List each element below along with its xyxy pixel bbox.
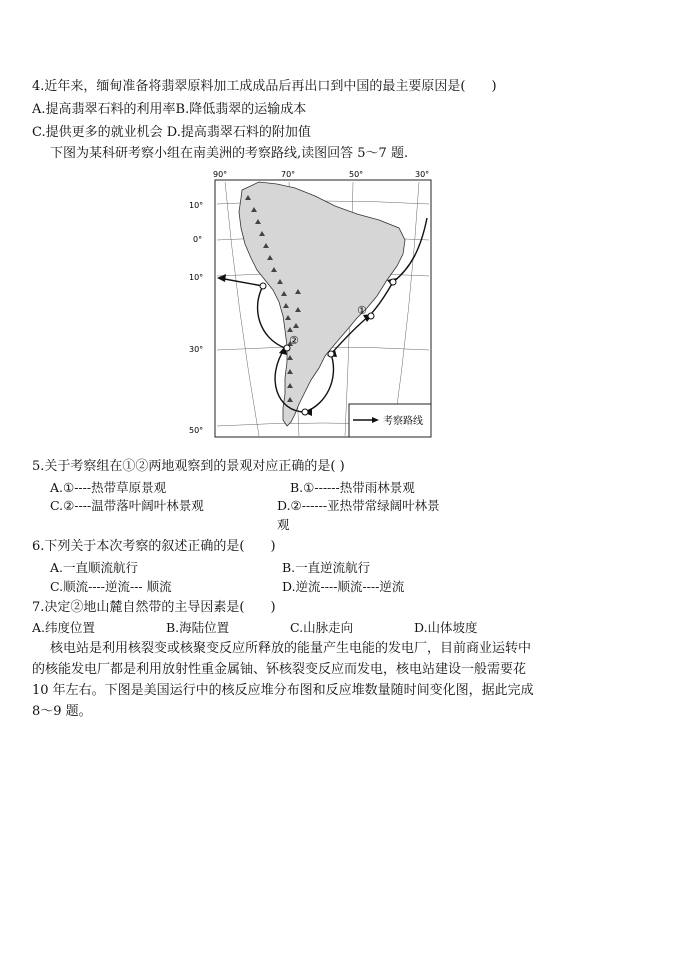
q7-option-a: A.纬度位置 [32, 620, 96, 635]
intro-8-9-line-3: 10 年左右。下图是美国运行中的核反应堆分布图和反应堆数量随时间变化图，据此完成 [32, 683, 534, 698]
legend-label: 考察路线 [383, 416, 423, 427]
lat-label: 50° [189, 426, 204, 435]
lon-label: 90° [213, 170, 228, 179]
q6-option-c: C.顺流----逆流--- 顺流 [50, 579, 172, 594]
q7-option-c: C.山脉走向 [290, 620, 354, 635]
lon-label: 50° [349, 170, 364, 179]
q4-options-cd: C.提供更多的就业机会 D.提高翡翠石料的附加值 [32, 125, 311, 140]
q7-option-d: D.山体坡度 [414, 620, 478, 635]
south-america-landmass [239, 182, 405, 426]
q7-option-b: B.海陆位置 [166, 620, 230, 635]
q6-option-b: B.一直逆流航行 [282, 560, 371, 575]
q4-options-ab: A.提高翡翠石料的利用率B.降低翡翠的运输成本 [32, 102, 307, 117]
q5-option-a: A.①----热带草原景观 [50, 480, 167, 495]
lon-label: 30° [415, 170, 430, 179]
q6-stem: 6.下列关于本次考察的叙述正确的是( ) [32, 539, 276, 554]
lat-label: 10° [189, 201, 204, 210]
q6-option-a: A.一直顺流航行 [50, 560, 139, 575]
intro-8-9-line-4: 8～9 题。 [32, 704, 92, 719]
q5-stem: 5.关于考察组在①②两地观察到的景观对应正确的是( ) [32, 459, 345, 474]
q5-option-b: B.①------热带雨林景观 [290, 480, 415, 495]
q4-stem: 4.近年来，缅甸准备将翡翠原料加工成成品后再出口到中国的最主要原因是( ) [32, 79, 497, 94]
point-1-label: ① [357, 304, 367, 317]
lon-label: 70° [281, 170, 296, 179]
intro-8-9-line-1: 核电站是利用核裂变或核聚变反应所释放的能量产生电能的发电厂，目前商业运转中 [50, 641, 532, 656]
q5-option-d: D.②------亚热带常绿阔叶林景 [277, 498, 440, 513]
lat-label: 0° [193, 235, 203, 244]
point-2-label: ② [289, 334, 299, 347]
intro-5-7: 下图为某科研考察小组在南美洲的考察路线,读图回答 5～7 题. [50, 146, 409, 161]
south-america-route-map [189, 168, 440, 441]
q7-stem: 7.决定②地山麓自然带的主导因素是( ) [32, 600, 276, 615]
lat-label: 10° [189, 273, 204, 282]
intro-8-9-line-2: 的核能发电厂都是利用放射性重金属铀、钚核裂变反应而发电，核电站建设一般需要花 [32, 662, 527, 677]
q5-option-d-continued: 观 [277, 517, 290, 532]
q5-option-c: C.②----温带落叶阔叶林景观 [50, 498, 204, 513]
lat-label: 30° [189, 345, 204, 354]
q6-option-d: D.逆流----顺流----逆流 [282, 579, 405, 594]
